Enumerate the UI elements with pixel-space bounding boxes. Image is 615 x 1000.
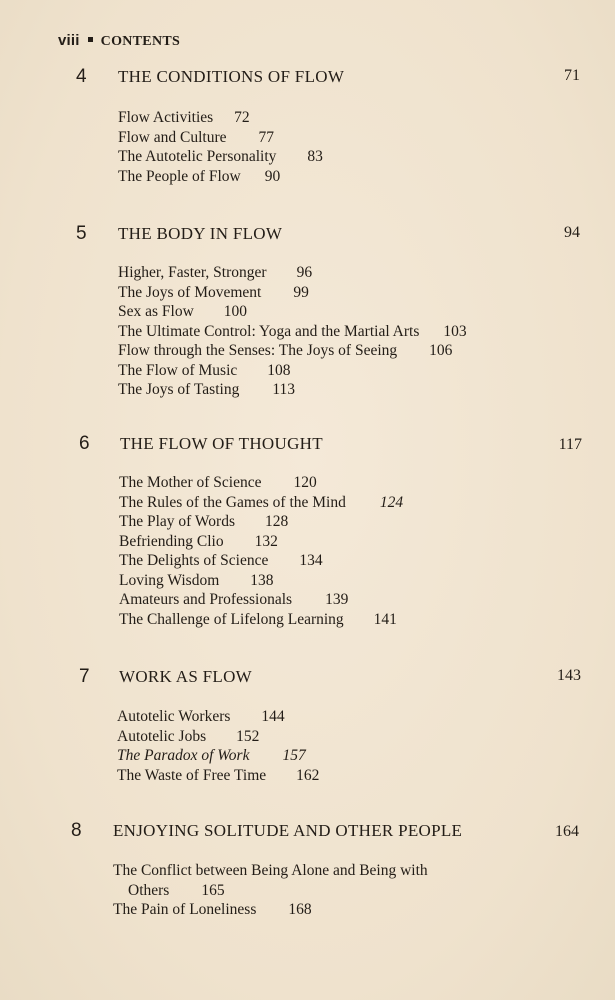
section-title: The Waste of Free Time: [117, 766, 267, 784]
section-title: Amateurs and Professionals: [119, 591, 293, 608]
chapter-page: 117: [558, 436, 582, 453]
section-page: 83: [307, 148, 323, 165]
chapter-4-sections: [118, 108, 323, 186]
section-page: 99: [293, 283, 309, 301]
section-title: The Delights of Science: [119, 552, 269, 569]
section-entry: [119, 532, 403, 552]
section-entry: [118, 341, 467, 361]
chapter-8-sections: [113, 861, 428, 920]
chapter-title: WORK AS FLOW: [119, 667, 252, 686]
chapter-6-sections: [119, 473, 403, 629]
chapter-page: 94: [564, 224, 580, 241]
section-page: 106: [429, 342, 453, 359]
chapter-number: 4: [76, 66, 87, 87]
section-title: The People of Flow: [118, 167, 241, 185]
section-entry: [118, 108, 323, 128]
section-page: 157: [282, 747, 306, 764]
section-page: 139: [325, 591, 349, 608]
section-page: 113: [272, 381, 296, 398]
section-entry: [119, 590, 403, 610]
section-title: The Joys of Movement: [118, 283, 262, 301]
section-page: 100: [223, 303, 248, 320]
section-title: The Flow of Music: [118, 361, 238, 379]
section-entry: [119, 473, 403, 493]
section-page: 168: [288, 901, 312, 918]
section-entry: [118, 322, 467, 342]
section-title: Sex as Flow: [118, 303, 194, 320]
section-entry: [119, 610, 403, 630]
section-entry: [118, 147, 323, 167]
section-entry: [113, 900, 428, 920]
section-page: 144: [261, 708, 285, 725]
section-entry: [118, 361, 467, 381]
section-title: The Challenge of Lifelong Learning: [119, 610, 344, 628]
chapter-5-sections: [118, 263, 467, 400]
section-entry: [117, 727, 319, 747]
chapter-page: 71: [564, 67, 580, 84]
chapter-title: THE BODY IN FLOW: [118, 224, 283, 243]
section-title: Higher, Faster, Stronger: [118, 264, 267, 281]
section-entry: [118, 302, 467, 322]
page-folio: viii: [58, 32, 80, 49]
section-page: 141: [373, 610, 397, 628]
section-title: The Rules of the Games of the Mind: [119, 493, 346, 511]
section-title: The Autotelic Personality: [118, 148, 277, 165]
section-entry: [118, 380, 467, 400]
section-title: The Ultimate Control: Yoga and the Martial Arts: [118, 322, 420, 340]
section-entry: [118, 283, 467, 303]
section-entry: [117, 746, 319, 766]
section-page: 77: [258, 128, 274, 146]
running-head-label: CONTENTS: [100, 34, 181, 49]
section-title: Autotelic Jobs: [117, 727, 207, 745]
section-page: 96: [296, 264, 313, 281]
chapter-title: ENJOYING SOLITUDE AND OTHER PEOPLE: [113, 821, 463, 840]
section-entry: [119, 512, 403, 532]
section-title-line-2: [113, 881, 428, 901]
section-entry: [117, 707, 319, 727]
section-page: 162: [296, 766, 320, 784]
section-page: 152: [236, 727, 260, 745]
section-entry: [113, 861, 428, 900]
chapter-page: 143: [557, 667, 581, 684]
section-page: 103: [443, 322, 467, 340]
section-entry: [119, 571, 403, 591]
section-title: The Play of Words: [119, 513, 235, 530]
section-title: The Paradox of Work: [117, 747, 250, 764]
running-head: [58, 32, 180, 50]
chapter-number: 6: [79, 433, 90, 454]
section-page: 132: [254, 532, 278, 550]
chapter-number: 8: [71, 820, 82, 841]
bullet-icon: [88, 37, 93, 42]
chapter-7-sections: [117, 707, 319, 785]
section-page: 120: [293, 474, 317, 491]
section-entry: [118, 128, 323, 148]
chapter-title: THE CONDITIONS OF FLOW: [118, 67, 345, 86]
section-page: 72: [234, 109, 250, 126]
section-page: 165: [201, 881, 225, 899]
section-title: Flow through the Senses: The Joys of Seeing: [118, 342, 398, 359]
section-entry: [118, 263, 467, 283]
section-page: 128: [265, 513, 289, 530]
section-title: The Pain of Loneliness: [113, 901, 257, 918]
chapter-number: 7: [79, 666, 90, 687]
section-title: Befriending Clio: [119, 532, 224, 550]
section-page: 134: [299, 552, 323, 569]
section-entry: [119, 551, 403, 571]
chapter-page: 164: [555, 823, 579, 840]
section-title-line-1: The Conflict between Being Alone and Being with: [113, 862, 428, 879]
section-title: Flow and Culture: [118, 128, 227, 146]
section-title: Flow Activities: [118, 109, 214, 126]
section-entry: [118, 167, 323, 187]
section-title-continuation: Others: [128, 881, 170, 899]
section-title: The Mother of Science: [119, 474, 262, 491]
section-page: 108: [267, 361, 291, 379]
section-page: 90: [264, 167, 281, 185]
section-title: Autotelic Workers: [117, 708, 231, 725]
section-title: The Joys of Tasting: [118, 381, 240, 398]
section-page: 138: [250, 571, 274, 589]
section-page: 124: [379, 493, 404, 511]
section-title: Loving Wisdom: [119, 571, 220, 589]
chapter-title: THE FLOW OF THOUGHT: [120, 434, 323, 453]
chapter-number: 5: [76, 223, 87, 244]
section-entry: [117, 766, 319, 786]
section-entry: [119, 493, 403, 513]
